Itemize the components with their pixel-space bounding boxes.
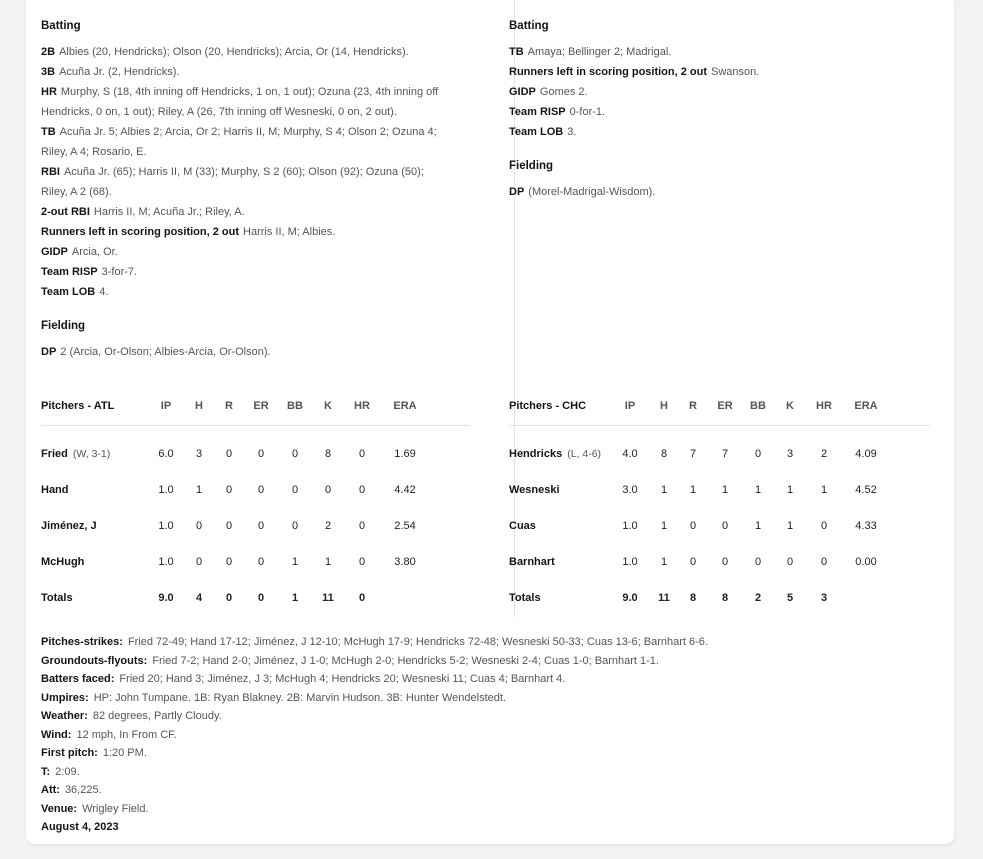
header-hr: HR — [354, 400, 370, 412]
note-label: Batters faced: — [41, 673, 115, 685]
atl-fielding-list — [41, 342, 473, 362]
stat-er: 0 — [257, 556, 265, 568]
header-era: ERA — [393, 400, 417, 412]
stat-era: 3.80 — [394, 556, 416, 568]
pitchers-title: Pitchers - CHC — [509, 400, 587, 412]
note-line — [509, 182, 929, 202]
header-hr: HR — [816, 400, 832, 412]
note-line — [41, 222, 473, 242]
stat-era: 4.52 — [855, 484, 877, 496]
stat-hr: 0 — [358, 448, 366, 460]
stat-er: 0 — [257, 484, 265, 496]
note-line — [41, 763, 921, 782]
note-text: 4. — [99, 286, 109, 298]
header-bb: BB — [287, 400, 303, 412]
note-label: Team RISP — [509, 106, 566, 118]
note-text: Fried 72-49; Hand 17-12; Jiménez, J 12-10; McHugh 17-9; Hendricks 72-48; Wesneski 50-33; Cuas 13-6; Barnhart 6-6. — [127, 636, 708, 648]
pitcher-name[interactable] — [41, 448, 110, 460]
note-line — [41, 670, 921, 689]
pitcher-decision: (W, 3-1) — [72, 448, 111, 460]
pitchers-header-row — [509, 396, 930, 426]
stat-bb: 0 — [291, 484, 299, 496]
chc-fielding-title: Fielding — [509, 160, 554, 172]
stat-bb: 2 — [754, 592, 762, 604]
note-line — [41, 707, 921, 726]
chc-notes-column — [509, 18, 929, 202]
note-text: Acuña Jr. (2, Hendricks). — [59, 66, 180, 78]
note-text: 82 degrees, Partly Cloudy. — [92, 710, 222, 722]
note-text: Acuña Jr. 5; Albies 2; Arcia, Or 2; Harris II, M; Murphy, S 4; Olson 2; Ozuna 4; — [59, 126, 437, 138]
stat-k: 2 — [324, 520, 332, 532]
stat-h: 0 — [195, 556, 203, 568]
totals-label — [41, 592, 73, 604]
totals-row — [41, 580, 470, 616]
stat-ip: 3.0 — [622, 484, 638, 496]
stat-ip: 9.0 — [158, 592, 174, 604]
note-text: (Morel-Madrigal-Wisdom). — [528, 186, 656, 198]
stat-k: 11 — [322, 592, 334, 604]
note-text: Acuña Jr. (65); Harris II, M (33); Murphy, S 2 (60); Olson (92); Ozuna (50); — [63, 166, 424, 178]
stat-era: 1.69 — [394, 448, 416, 460]
pitcher-row — [509, 508, 930, 544]
note-line — [41, 162, 473, 182]
stat-r: 0 — [225, 484, 233, 496]
note-label: First pitch: — [41, 747, 98, 759]
pitcher-name-text: Jiménez, J — [41, 520, 97, 532]
note-label: GIDP — [41, 246, 68, 258]
stat-r: 0 — [225, 448, 233, 460]
chc-fielding-list — [509, 182, 929, 202]
note-label: Weather: — [41, 710, 88, 722]
stat-bb: 1 — [291, 592, 299, 604]
note-label: Pitches-strikes: — [41, 636, 123, 648]
note-label: T: — [41, 765, 51, 778]
note-label: 2B — [41, 46, 56, 58]
note-text: 1:20 PM. — [102, 747, 147, 759]
stat-hr: 0 — [820, 556, 828, 568]
stat-h: 0 — [195, 520, 203, 532]
stat-bb: 1 — [754, 520, 762, 532]
stat-ip: 1.0 — [158, 556, 174, 568]
stat-k: 3 — [786, 448, 794, 460]
pitcher-name-text: Wesneski — [509, 484, 560, 496]
note-label: Runners left in scoring position, 2 out — [509, 66, 708, 78]
stat-h: 11 — [658, 592, 670, 604]
stat-h: 3 — [195, 448, 203, 460]
header-k: K — [786, 400, 794, 412]
pitcher-name-text: Cuas — [509, 520, 536, 532]
stat-er: 1 — [721, 484, 729, 496]
note-label: Venue: — [41, 802, 78, 815]
stat-bb: 0 — [291, 448, 299, 460]
stat-k: 1 — [786, 484, 794, 496]
note-line — [509, 122, 929, 142]
stat-hr: 1 — [820, 484, 828, 496]
stat-ip: 1.0 — [158, 484, 174, 496]
note-line — [41, 42, 473, 62]
note-text: 2 (Arcia, Or-Olson; Albies-Arcia, Or-Olson). — [60, 346, 271, 358]
totals-row — [509, 580, 930, 616]
header-k: K — [324, 400, 332, 412]
pitcher-row — [41, 544, 470, 580]
note-text: Harris II, M; Albies. — [243, 226, 336, 238]
header-era: ERA — [854, 400, 878, 412]
header-bb: BB — [750, 400, 766, 412]
note-line — [41, 242, 473, 262]
stat-k: 1 — [786, 520, 794, 532]
chc-pitchers-table — [509, 396, 930, 616]
pitcher-name-text: Fried — [41, 448, 68, 460]
note-text: Albies (20, Hendricks); Olson (20, Hendricks); Arcia, Or (14, Hendricks). — [59, 46, 409, 58]
note-text: 3-for-7. — [101, 266, 138, 278]
stat-r: 0 — [225, 556, 233, 568]
note-line — [41, 652, 921, 671]
stat-bb: 1 — [291, 556, 299, 568]
pitcher-name[interactable] — [509, 556, 555, 568]
note-line — [41, 182, 473, 202]
note-label: Groundouts-flyouts: — [41, 654, 148, 667]
note-text: Harris II, M; Acuña Jr.; Riley, A. — [93, 206, 245, 218]
stat-r: 0 — [225, 520, 233, 532]
note-text: Amaya; Bellinger 2; Madrigal. — [527, 46, 672, 58]
stat-hr: 0 — [358, 556, 366, 568]
note-text: Hendricks, 0 on, 1 out); Riley, A (26, 7th inning off Wesneski, 0 on, 2 out). — [41, 106, 397, 118]
stat-k: 1 — [324, 556, 332, 568]
pitcher-name[interactable] — [509, 448, 601, 460]
note-text: 36,225. — [64, 784, 102, 796]
note-text: Arcia, Or. — [71, 246, 118, 258]
stat-er: 0 — [257, 520, 265, 532]
note-label: Team RISP — [41, 266, 98, 278]
stat-bb: 0 — [754, 556, 762, 568]
header-r: R — [689, 400, 697, 412]
note-label: TB — [509, 46, 524, 58]
note-line — [41, 202, 473, 222]
stat-hr: 0 — [358, 592, 366, 604]
note-line — [41, 689, 921, 708]
pitcher-name[interactable] — [509, 484, 560, 496]
stat-ip: 1.0 — [158, 520, 174, 532]
note-text: HP: John Tumpane. 1B: Ryan Blakney. 2B: Marvin Hudson. 3B: Hunter Wendelstedt. — [93, 691, 506, 704]
note-label: 3B — [41, 66, 56, 78]
stat-ip: 1.0 — [622, 556, 638, 568]
stat-ip: 6.0 — [158, 448, 174, 460]
pitcher-row — [509, 436, 930, 472]
stat-era: 2.54 — [394, 520, 416, 532]
pitcher-row — [41, 508, 470, 544]
stat-hr: 2 — [820, 448, 828, 460]
header-er: ER — [717, 400, 733, 412]
stat-era: 4.09 — [855, 448, 877, 460]
note-text: Riley, A 2 (68). — [41, 186, 112, 198]
stat-bb: 1 — [754, 484, 762, 496]
pitcher-row — [509, 544, 930, 580]
stat-k: 0 — [786, 556, 794, 568]
stat-h: 1 — [195, 484, 203, 496]
note-line — [509, 102, 929, 122]
stat-h: 1 — [660, 484, 668, 496]
pitcher-row — [509, 472, 930, 508]
note-label: Team LOB — [509, 126, 564, 138]
header-er: ER — [253, 400, 269, 412]
pitcher-name-text: Barnhart — [509, 556, 555, 568]
stat-hr: 0 — [358, 484, 366, 496]
stat-er: 7 — [721, 448, 729, 460]
note-label: Runners left in scoring position, 2 out — [41, 226, 240, 238]
note-line — [509, 82, 929, 102]
stat-h: 8 — [660, 448, 668, 460]
note-label: DP — [509, 186, 525, 198]
stat-bb: 0 — [291, 520, 299, 532]
note-line — [509, 62, 929, 82]
atl-fielding-title: Fielding — [41, 320, 86, 332]
stat-k: 8 — [324, 448, 332, 460]
note-line — [41, 633, 921, 652]
note-text: 0-for-1. — [569, 106, 606, 118]
stat-r: 1 — [689, 484, 697, 496]
pitcher-name-text: Hand — [41, 484, 69, 496]
note-text: 12 mph, In From CF. — [76, 728, 177, 741]
note-line — [41, 781, 921, 800]
stat-r: 0 — [689, 520, 697, 532]
note-line — [41, 282, 473, 302]
note-label: Att: — [41, 784, 60, 796]
note-label: Wind: — [41, 728, 72, 741]
atl-notes-column — [41, 18, 473, 362]
game-date: August 4, 2023 — [41, 821, 119, 833]
note-line — [41, 800, 921, 819]
pitcher-name[interactable] — [41, 484, 69, 496]
stat-r: 7 — [689, 448, 697, 460]
note-text: 3. — [567, 126, 577, 138]
stat-era: 0.00 — [855, 556, 877, 568]
note-text: Swanson. — [711, 66, 760, 78]
stat-era: 4.33 — [855, 520, 877, 532]
header-ip: IP — [624, 400, 636, 412]
pitcher-name[interactable] — [509, 520, 536, 532]
stat-ip: 1.0 — [622, 520, 638, 532]
note-line — [41, 262, 473, 282]
note-label: TB — [41, 126, 56, 138]
stat-er: 0 — [721, 520, 729, 532]
header-h: H — [660, 400, 668, 412]
stat-h: 4 — [195, 592, 203, 604]
pitcher-name[interactable] — [41, 520, 97, 532]
note-line — [41, 342, 473, 362]
note-label: Umpires: — [41, 691, 89, 704]
note-label: 2-out RBI — [41, 206, 90, 218]
note-line — [41, 726, 921, 745]
note-text: Gomes 2. — [539, 86, 588, 98]
note-line — [41, 82, 473, 102]
pitchers-title: Pitchers - ATL — [41, 400, 115, 412]
stat-hr: 3 — [820, 592, 828, 604]
stat-er: 0 — [257, 592, 265, 604]
note-text: 2:09. — [55, 765, 80, 778]
note-line — [509, 42, 929, 62]
atl-batting-title: Batting — [41, 20, 81, 32]
pitcher-name-text: McHugh — [41, 556, 85, 568]
note-label: RBI — [41, 166, 60, 178]
stat-er: 0 — [257, 448, 265, 460]
note-text: Murphy, S (18, 4th inning off Hendricks, 1 on, 1 out); Ozuna (23, 4th inning off — [60, 86, 439, 98]
game-notes-list — [41, 633, 921, 818]
stat-ip: 9.0 — [622, 592, 638, 604]
stat-k: 5 — [786, 592, 794, 604]
atl-pitchers-table — [41, 396, 470, 616]
stat-hr: 0 — [358, 520, 366, 532]
totals-label — [509, 592, 541, 604]
stat-hr: 0 — [820, 520, 828, 532]
stat-h: 1 — [660, 556, 668, 568]
pitcher-name-text: Totals — [41, 592, 73, 604]
note-label: HR — [41, 86, 57, 98]
pitcher-decision: (L, 4-6) — [567, 448, 602, 460]
note-text: Fried 7-2; Hand 2-0; Jiménez, J 1-0; McHugh 2-0; Hendricks 5-2; Wesneski 2-4; Cuas 1-0; Barnhart 1-1. — [152, 654, 659, 667]
note-line — [41, 744, 921, 763]
stat-r: 0 — [225, 592, 233, 604]
chc-batting-title: Batting — [509, 20, 549, 32]
stat-bb: 0 — [754, 448, 762, 460]
pitcher-row — [41, 436, 470, 472]
header-ip: IP — [160, 400, 172, 412]
note-line — [41, 142, 473, 162]
stat-r: 8 — [689, 592, 697, 604]
note-line — [41, 62, 473, 82]
stat-era: 4.42 — [394, 484, 416, 496]
chc-batting-list — [509, 42, 929, 142]
atl-batting-list — [41, 42, 473, 302]
note-label: GIDP — [509, 86, 536, 98]
stat-k: 0 — [324, 484, 332, 496]
pitcher-name-text: Hendricks — [509, 448, 563, 460]
note-line — [41, 102, 473, 122]
note-text: Riley, A 4; Rosario, E. — [41, 146, 147, 158]
note-label: DP — [41, 346, 57, 358]
pitcher-name[interactable] — [41, 556, 84, 568]
pitcher-name-text: Totals — [509, 592, 541, 604]
stat-ip: 4.0 — [622, 448, 638, 460]
pitchers-header-row — [41, 396, 470, 426]
game-info — [41, 633, 921, 837]
note-text: Wrigley Field. — [82, 802, 149, 815]
header-h: H — [195, 400, 203, 412]
note-line — [41, 122, 473, 142]
pitcher-row — [41, 472, 470, 508]
note-text: Fried 20; Hand 3; Jiménez, J 3; McHugh 4; Hendricks 20; Wesneski 11; Cuas 4; Barnhart 4. — [119, 673, 566, 685]
stat-h: 1 — [660, 520, 668, 532]
stat-er: 8 — [721, 592, 729, 604]
header-r: R — [225, 400, 233, 412]
stat-r: 0 — [689, 556, 697, 568]
note-label: Team LOB — [41, 286, 96, 298]
stat-er: 0 — [721, 556, 729, 568]
